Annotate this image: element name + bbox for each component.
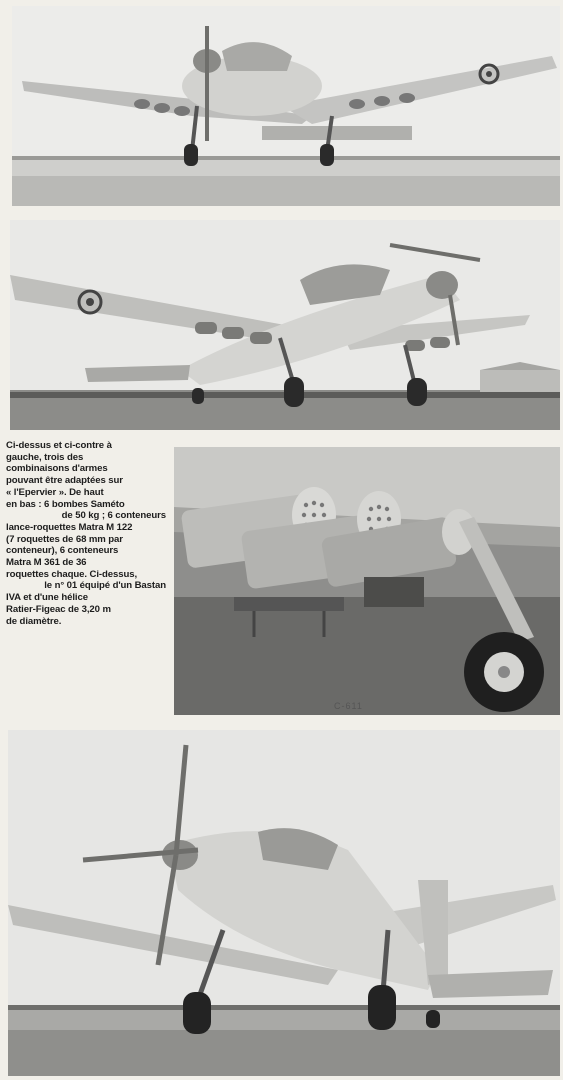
caption-line: Ratier-Figeac de 3,20 m — [6, 603, 111, 615]
photo-stamp: C-611 — [334, 701, 363, 711]
caption-line: de 50 kg ; 6 conteneurs — [61, 510, 166, 522]
photo-matra-pods-closeup — [174, 447, 560, 715]
caption-line: lance-roquettes Matra M 122 — [6, 521, 133, 533]
caption-line: le n° 01 équipé d'un Bastan — [44, 580, 166, 592]
caption-line: pouvant être adaptées sur — [6, 475, 123, 487]
photo-aircraft-bombs — [12, 6, 560, 206]
caption-line: conteneur), 6 conteneurs — [6, 545, 119, 557]
photo-aircraft-bastan-propeller-image — [8, 730, 560, 1076]
caption-line: Ci-dessus et ci-contre à — [6, 440, 112, 451]
caption-line: Matra M 361 de 36 — [6, 557, 87, 569]
photo-matra-pods-closeup-image — [174, 447, 560, 715]
caption-line: en bas : 6 bombes Saméto — [6, 498, 125, 510]
photo-aircraft-rocket-pods-image — [10, 220, 560, 430]
caption-line: (7 roquettes de 68 mm par — [6, 533, 123, 545]
caption-line: « l'Epervier ». De haut — [6, 486, 104, 498]
photo-caption — [6, 440, 166, 627]
caption-line: IVA et d'une hélice — [6, 592, 88, 604]
photo-aircraft-bombs-image — [12, 6, 560, 206]
photo-aircraft-rocket-pods — [10, 220, 560, 430]
caption-line: gauche, trois des — [6, 451, 84, 463]
caption-line: roquettes chaque. Ci-dessus, — [6, 568, 138, 580]
photo-aircraft-bastan-propeller — [8, 730, 560, 1076]
caption-line: combinaisons d'armes — [6, 463, 108, 475]
caption-line: de diamètre. — [6, 615, 62, 627]
